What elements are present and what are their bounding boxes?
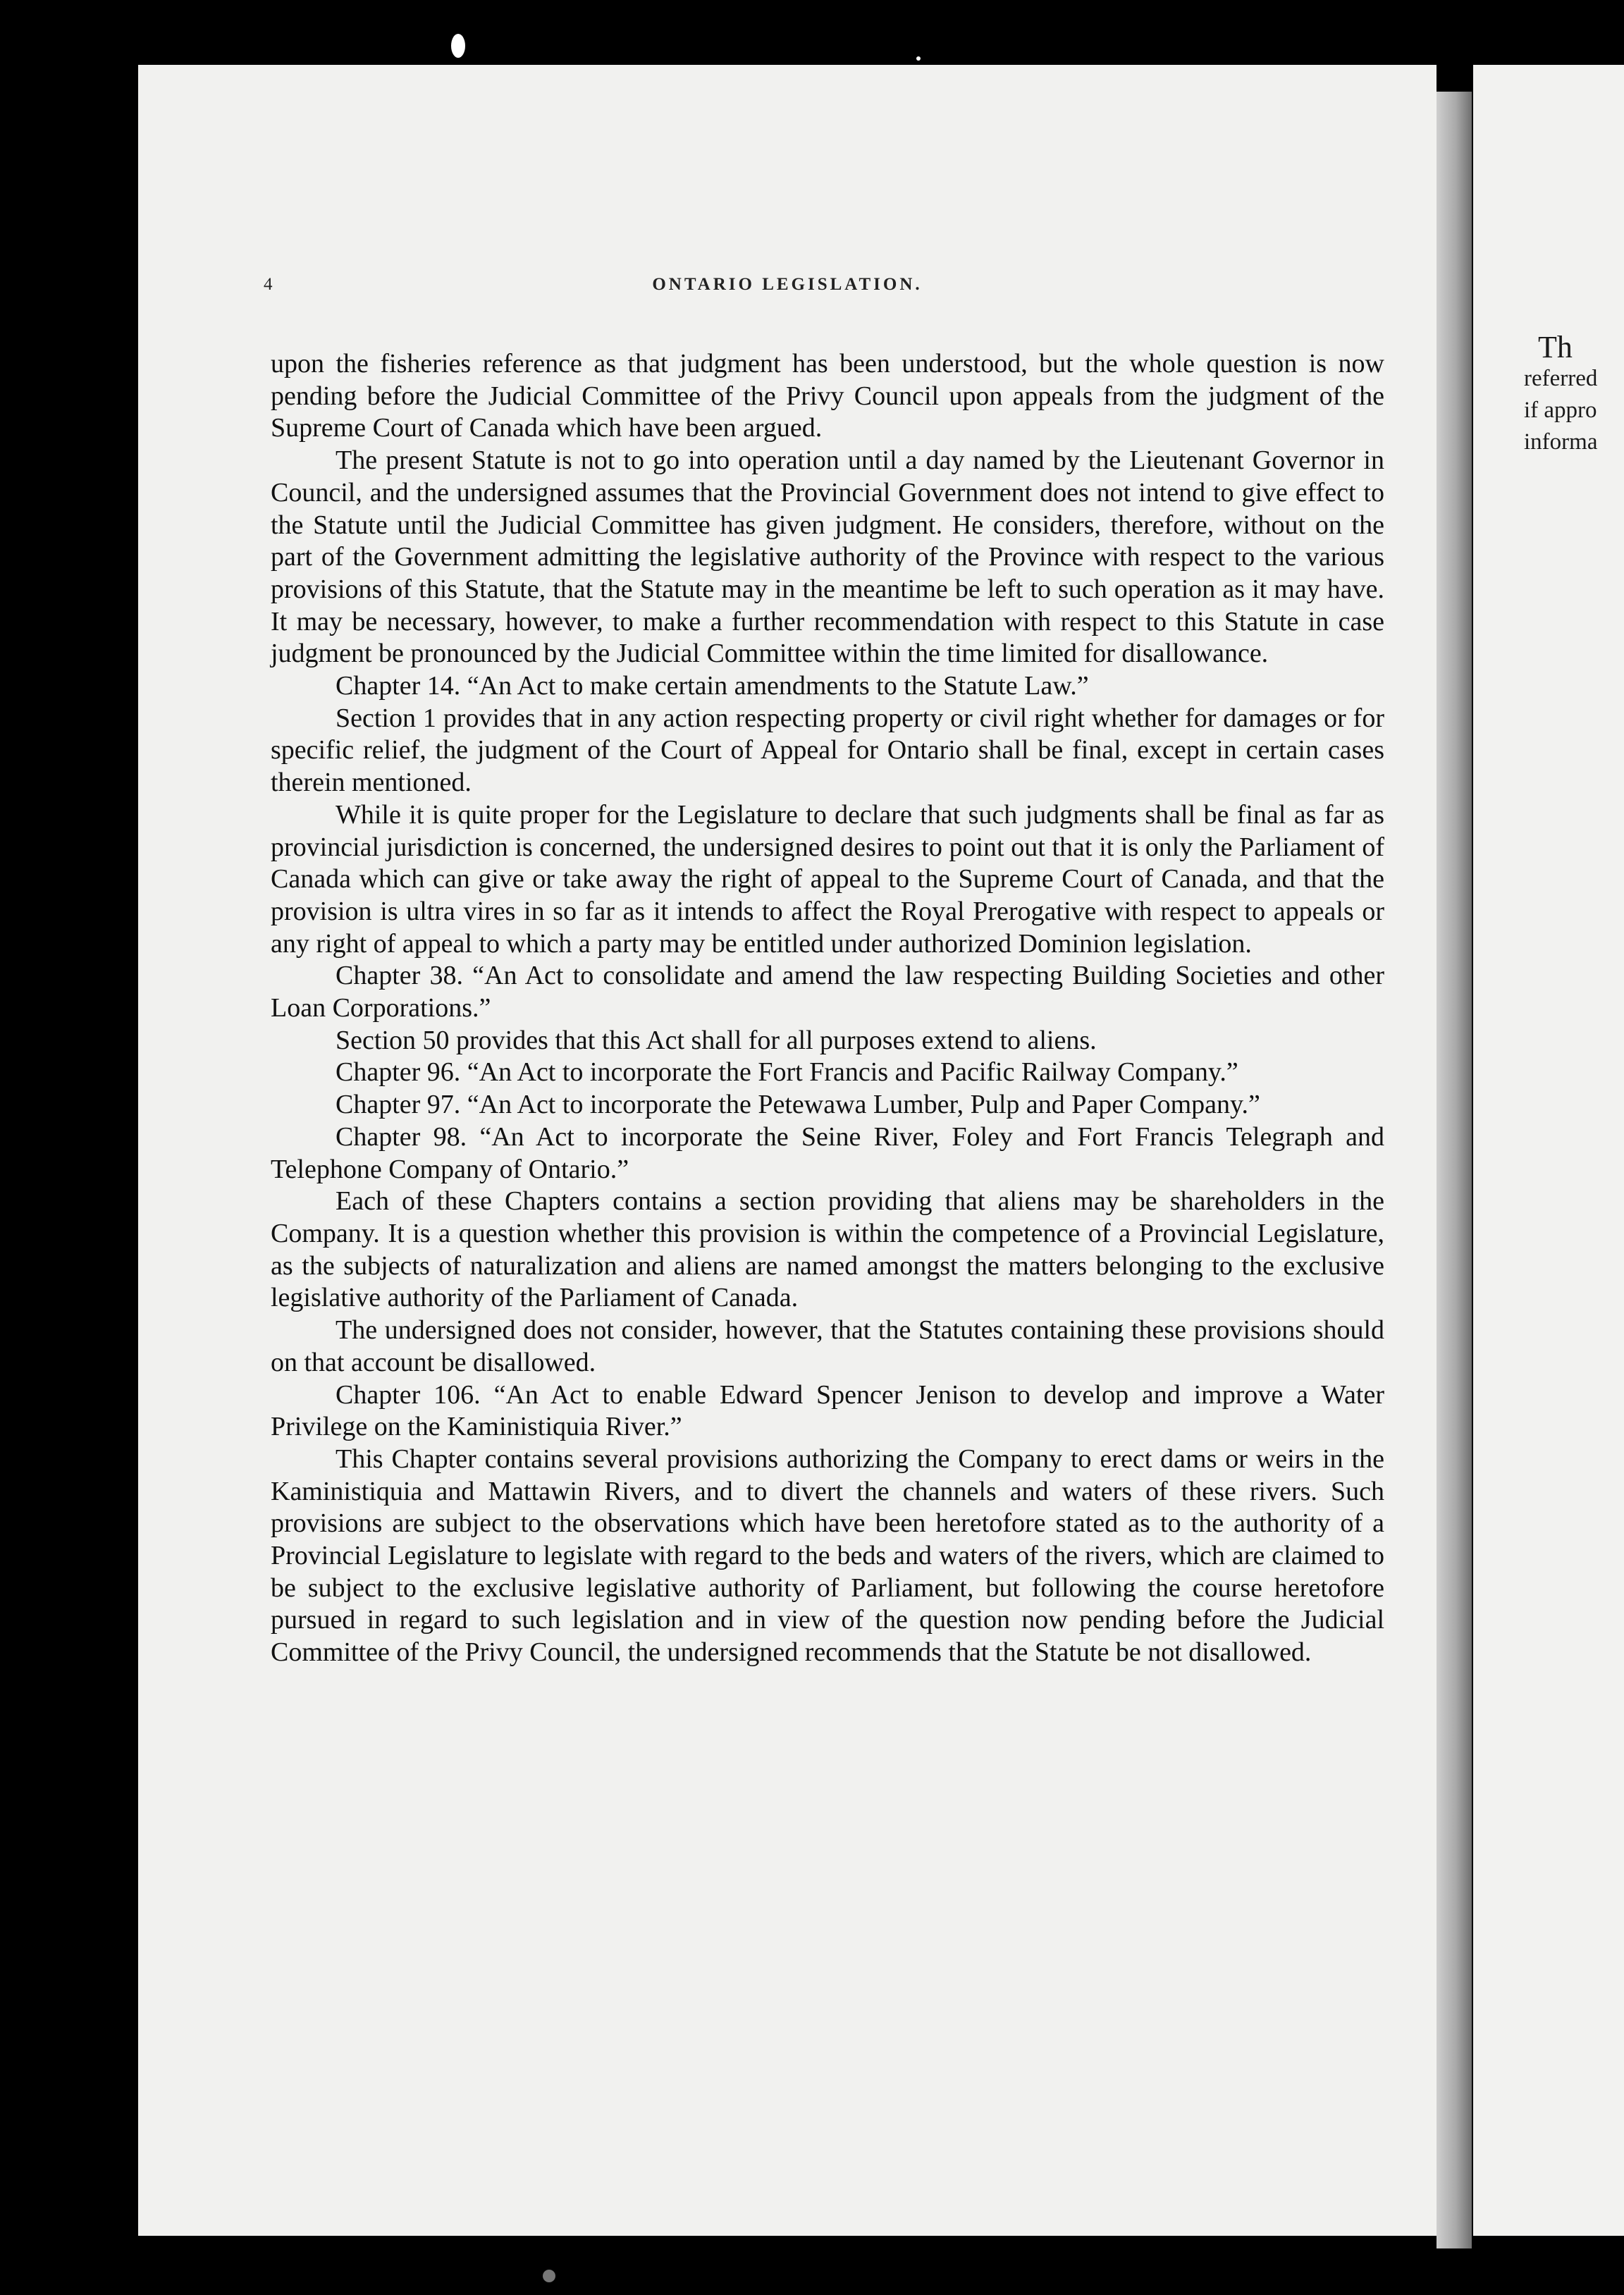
paragraph: Section 1 provides that in any action respecting property or civil right whether for damages or for specific relief, the judgment of the Court of Appeal for Ontario shall be final, except in certain cases therein mentioned. [271, 703, 1384, 798]
scan-speck [543, 2270, 555, 2282]
paragraph: Chapter 96. “An Act to incorporate the Fort Francis and Pacific Railway Company.” [336, 1057, 1238, 1088]
adjacent-page [1473, 65, 1624, 2236]
paragraph: upon the fisheries reference as that judgment has been understood, but the whole question is now pending before the Judicial Committee of the Privy Council upon appeals from the judgment of the Supreme Court of Canada which have been argued. [271, 349, 1384, 443]
adjacent-line: if appro [1524, 398, 1597, 423]
body-text [271, 348, 1384, 1669]
paragraph: Chapter 106. “An Act to enable Edward Spencer Jenison to develop and improve a Water Privilege on the Kaministiquia River.” [271, 1379, 1384, 1442]
paragraph: The present Statute is not to go into operation until a day named by the Lieutenant Governor in Council, and the undersigned assumes that the Provincial Government does not intend to give effect to the Statute until the Judicial Committee has given judgment. He considers, therefore, without on the part of the Government admitting the legislative authority of the Province with respect to the various provisions of this Statute, that the Statute may in the meantime be left to such operation as it may have. It may be necessary, however, to make a further recommendation with respect to this Statute in case judgment be pronounced by the Judicial Committee within the time limited for disallowance. [271, 445, 1384, 669]
scan-speck [916, 56, 921, 61]
running-title: ONTARIO LEGISLATION. [652, 275, 923, 294]
adjacent-page-text [1524, 331, 1597, 458]
page-edge-shadow [1437, 92, 1472, 2248]
paragraph: The undersigned does not consider, however, that the Statutes containing these provisions should on that account be disallowed. [271, 1315, 1384, 1377]
paragraph: Each of these Chapters contains a section providing that aliens may be shareholders in the Company. It is a question whether this provision is within the competence of a Provincial Legislature, as the subjects of naturalization and aliens are named amongst the matters belonging to the exclusive legislative authority of the Parliament of Canada. [271, 1186, 1384, 1313]
paragraph: Chapter 38. “An Act to consolidate and amend the law respecting Building Societies and other Loan Corporations.” [271, 961, 1384, 1023]
paragraph: Chapter 98. “An Act to incorporate the Seine River, Foley and Fort Francis Telegraph and Telephone Company of Ontario.” [271, 1121, 1384, 1184]
scan-speck [451, 34, 465, 58]
adjacent-line: informa [1524, 429, 1598, 455]
adjacent-line: referred [1524, 366, 1598, 391]
paragraph: Chapter 14. “An Act to make certain amendments to the Statute Law.” [336, 671, 1089, 701]
paragraph: Chapter 97. “An Act to incorporate the Petewawa Lumber, Pulp and Paper Company.” [336, 1090, 1260, 1120]
paragraph: While it is quite proper for the Legislature to declare that such judgments shall be final as far as provincial jurisdiction is concerned, the undersigned desires to point out that it is only the Parliament of Canada which can give or take away the right of appeal to the Supreme Court of Canada, and that the provision is ultra vires in so far as it intends to affect the Royal Prerogative with respect to appeals or any right of appeal to which a party may be entitled under authorized Dominion legislation. [271, 799, 1384, 959]
adjacent-line: Th [1538, 330, 1573, 364]
paragraph: Section 50 provides that this Act shall for all purposes extend to aliens. [336, 1025, 1097, 1055]
page-number: 4 [264, 275, 276, 294]
document-page [138, 65, 1437, 2236]
paragraph: This Chapter contains several provisions authorizing the Company to erect dams or weirs in the Kaministiquia and Mattawin Rivers, and to divert the channels and waters of these rivers. Such provisions are subject to the observations which have been heretofore stated as to the authority of a Provincial Legislature to legislate with regard to the beds and waters of the rivers, which are claimed to be subject to the exclusive legislative authority of Parliament, but following the course heretofore pursued in regard to such legislation and in view of the question now pending before the Judicial Committee of the Privy Council, the undersigned recommends that the Statute be not disallowed. [271, 1444, 1384, 1668]
